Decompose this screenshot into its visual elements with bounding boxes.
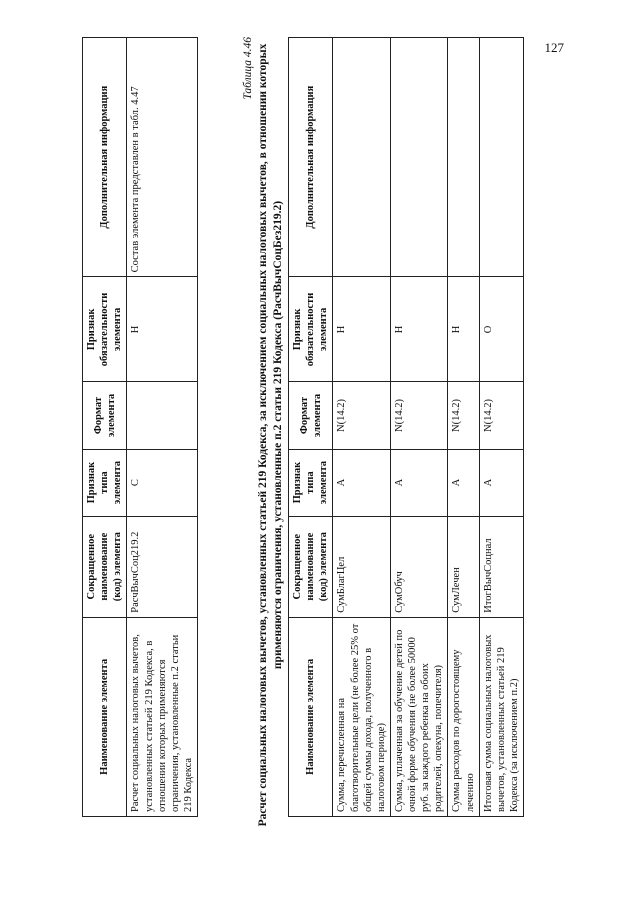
cell-name: Сумма, уплаченная за обучение детей по очной форме обучения (не более 50000 руб. за каждого ребенка на обоих родителей, опекуна, попечителя) [390,617,448,816]
table-number: Таблица 4.46 [242,37,254,100]
cell-info [333,38,391,277]
table-caption: Расчет социальных налоговых вычетов, установленных статьей 219 Кодекса, за исключением социальных налоговых вычетов, в отношении которых применяются ограничения, установленные п.2 статьи 219 Кодекса (РасчВычСоцБез219.2) [257,43,284,827]
header-info: Дополнительная информация [83,38,127,277]
cell-info [448,38,479,277]
cell-info: Состав элемента представлен в табл. 4.47 [127,38,198,277]
cell-code: СумЛечен [448,516,479,617]
table-row [333,38,391,817]
table-row [448,38,479,817]
cell-name: Сумма, перечисленная на благотворительные цели (не более 25% от общей суммы дохода, полученного в налоговом периоде) [333,617,391,816]
cell-type: А [479,449,523,516]
cell-required: О [479,277,523,382]
header-name: Наименование элемента [83,617,127,816]
cell-format: N(14.2) [479,382,523,449]
cell-required: Н [333,277,391,382]
cell-required: Н [390,277,448,382]
cell-type: С [127,449,198,516]
header-format: Формат элемента [83,382,127,449]
header-code: Сокращенное наименование (код) элемента [289,516,333,617]
table-row [127,38,198,817]
cell-format: N(14.2) [333,382,391,449]
cell-info [479,38,523,277]
table1-header-row [83,38,127,817]
header-name: Наименование элемента [289,617,333,816]
cell-required: Н [448,277,479,382]
header-required: Признак обязательности элемента [83,277,127,382]
table-row [479,38,523,817]
header-type: Признак типа элемента [289,449,333,516]
cell-type: А [448,449,479,516]
cell-format [127,382,198,449]
cell-name: Итоговая сумма социальных налоговых вычетов, установленных статьей 219 Кодекса (за исключением п.2) [479,617,523,816]
table2-header-row [289,38,333,817]
cell-required: Н [127,277,198,382]
table-4-45-continuation [82,37,198,817]
cell-info [390,38,448,277]
cell-format: N(14.2) [390,382,448,449]
cell-name: Сумма расходов по дорогостоящему лечению [448,617,479,816]
header-code: Сокращенное наименование (код) элемента [83,516,127,617]
cell-code: СумОбуч [390,516,448,617]
page-number: 127 [544,40,564,55]
cell-name: Расчет социальных налоговых вычетов, установленных статьей 219 Кодекса, в отношении которых применяются ограничения, установленные п.2 статьи 219 Кодекса [127,617,198,816]
cell-format: N(14.2) [448,382,479,449]
header-required: Признак обязательности элемента [289,277,333,382]
cell-code: ИтогВычСоцнал [479,516,523,617]
cell-type: А [333,449,391,516]
cell-code: СумБлагЦел [333,516,391,617]
table-4-46 [288,37,524,817]
header-info: Дополнительная информация [289,38,333,277]
cell-code: РасчВычСоц219.2 [127,516,198,617]
table-row [390,38,448,817]
header-type: Признак типа элемента [83,449,127,516]
cell-type: А [390,449,448,516]
header-format: Формат элемента [289,382,333,449]
